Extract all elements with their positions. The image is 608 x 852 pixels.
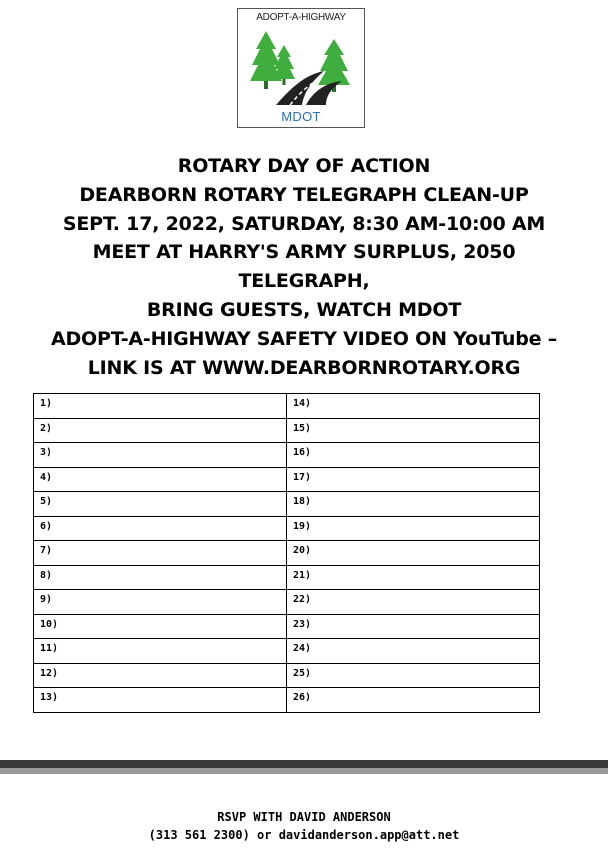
signup-cell: 14): [287, 394, 540, 419]
table-row: [34, 688, 540, 713]
headline-line: TELEGRAPH,: [238, 270, 370, 293]
event-headline: [20, 152, 588, 382]
signup-cell: 25): [287, 663, 540, 688]
table-row: [34, 541, 540, 566]
headline-line: DEARBORN ROTARY TELEGRAPH CLEAN-UP: [79, 183, 529, 206]
table-row: [34, 639, 540, 664]
headline-line: SEPT. 17, 2022, SATURDAY, 8:30 AM-10:00 AM: [62, 212, 546, 235]
signup-cell: 2): [34, 418, 287, 443]
headline-line: BRING GUESTS, WATCH MDOT: [146, 298, 462, 321]
logo-mdot-text: MDOT: [281, 109, 321, 124]
signup-cell: 6): [34, 516, 287, 541]
signup-cell: 5): [34, 492, 287, 517]
signup-cell: 3): [34, 443, 287, 468]
table-row: [34, 418, 540, 443]
signup-cell: 1): [34, 394, 287, 419]
table-row: [34, 590, 540, 615]
signup-cell: 21): [287, 565, 540, 590]
headline-line: ROTARY DAY OF ACTION: [177, 155, 431, 177]
signup-cell: 7): [34, 541, 287, 566]
signup-cell: 8): [34, 565, 287, 590]
table-row: [34, 443, 540, 468]
table-row: [34, 516, 540, 541]
page-divider: [0, 760, 608, 768]
signup-cell: 10): [34, 614, 287, 639]
signup-cell: 4): [34, 467, 287, 492]
page-divider-shadow: [0, 768, 608, 774]
signup-cell: 24): [287, 639, 540, 664]
headline-line: ADOPT-A-HIGHWAY SAFETY VIDEO ON YouTube –: [50, 327, 558, 350]
signup-cell: 22): [287, 590, 540, 615]
signup-cell: 19): [287, 516, 540, 541]
table-row: [34, 467, 540, 492]
table-row: [34, 663, 540, 688]
table-row: [34, 565, 540, 590]
table-row: [34, 394, 540, 419]
contact-line: (313 561 2300) or davidanderson.app@att.net: [148, 828, 460, 842]
headline-line: MEET AT HARRY'S ARMY SURPLUS, 2050: [92, 241, 516, 264]
logo-top-text: ADOPT-A-HIGHWAY: [256, 12, 346, 23]
signup-cell: 26): [287, 688, 540, 713]
signup-cell: 13): [34, 688, 287, 713]
table-row: [34, 492, 540, 517]
signup-cell: 16): [287, 443, 540, 468]
signup-table: [33, 393, 540, 713]
rsvp-footer: [0, 808, 608, 844]
signup-cell: 18): [287, 492, 540, 517]
table-row: [34, 614, 540, 639]
signup-cell: 17): [287, 467, 540, 492]
signup-cell: 23): [287, 614, 540, 639]
signup-cell: 20): [287, 541, 540, 566]
trees-road-logo-icon: [246, 27, 358, 107]
rsvp-line: RSVP WITH DAVID ANDERSON: [217, 810, 391, 824]
signup-cell: 15): [287, 418, 540, 443]
signup-cell: 12): [34, 663, 287, 688]
adopt-a-highway-logo: [237, 8, 365, 128]
signup-cell: 9): [34, 590, 287, 615]
signup-cell: 11): [34, 639, 287, 664]
headline-line: LINK IS AT WWW.DEARBORNROTARY.ORG: [87, 356, 521, 379]
